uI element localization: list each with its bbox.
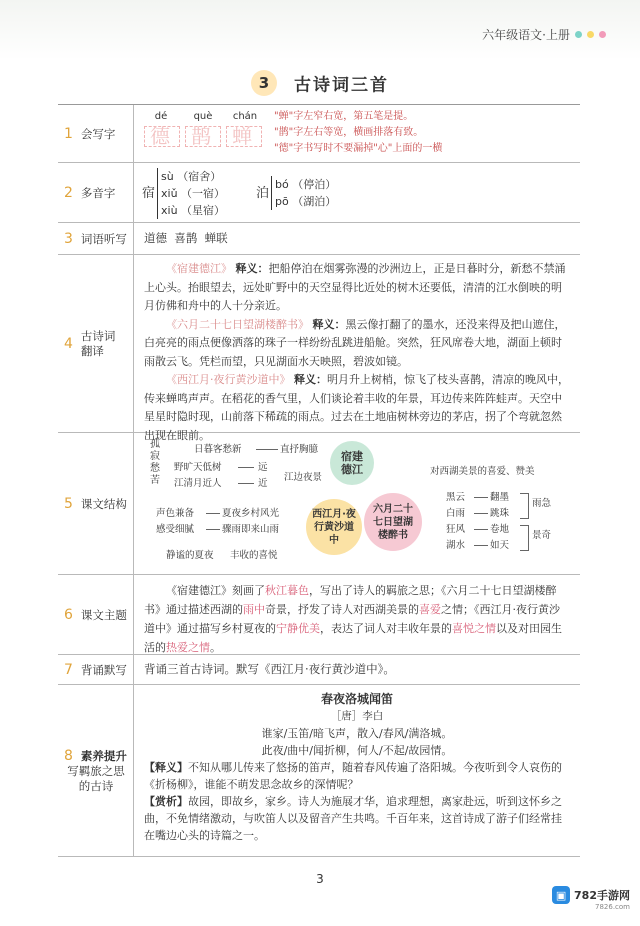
theme-char: 苦 (150, 475, 160, 486)
brand-name: 782手游网 (574, 889, 630, 902)
poem-appreciation (144, 793, 570, 844)
row-title: 词语听写 (80, 231, 127, 246)
row-num: 8 (64, 747, 73, 764)
bubble-suijiande (330, 441, 374, 485)
row-num: 1 (64, 125, 73, 142)
row-title: 课文结构 (80, 496, 127, 511)
poem-meaning (144, 759, 570, 793)
theme-highlight: 雨中 (243, 603, 265, 616)
struct-text: 声色兼备 (156, 508, 195, 519)
meaning-tag: 释义： (235, 262, 269, 275)
bubble-label: 西江月·夜行黄沙道中 (312, 508, 356, 546)
reading: xiù （星宿） (161, 204, 226, 217)
brand-logo-icon: ▣ (552, 886, 570, 904)
lesson-title (0, 70, 640, 96)
theme-highlight: 喜爱 (419, 603, 441, 616)
row-content (134, 655, 580, 684)
meaning-text: 明月升上树梢，惊飞了枝头喜鹊，清凉的晚风中，传来蝉鸣声声。在稻花的香气里，人们谈论着丰收的年景，耳边传来阵阵蛙声。天空中星星时隐时现，山前落下稀疏的雨点。过去在土地庙树林旁边的茅店，拐了个弯就忽然出现在眼前。 (144, 373, 569, 442)
struct-text: 远 (258, 462, 268, 473)
bubble-label: 宿建德江 (341, 450, 363, 476)
brand-url: 7826.com (595, 903, 630, 911)
pinyin: què (193, 111, 213, 122)
struct-text: 如天 (490, 540, 510, 551)
row-title: 多音字 (80, 185, 116, 200)
poem-title-ref: 《宿建德江》 (166, 262, 232, 275)
reading: xiǔ （一宿） (161, 187, 226, 200)
translation-paragraph (144, 316, 570, 372)
row-recite (58, 655, 580, 685)
structure-diagram (134, 433, 580, 574)
page-number: 3 (316, 872, 324, 886)
grade-label: 六年级语文·上册 (482, 28, 570, 42)
dot-teal (575, 31, 582, 38)
struct-text: 夏夜乡村风光 (222, 508, 280, 519)
study-table (58, 104, 580, 857)
row-label (58, 223, 134, 254)
row-num: 6 (64, 606, 73, 623)
struct-text: 卷地 (490, 524, 510, 535)
struct-text: 雨急 (532, 498, 552, 509)
struct-text: 翻墨 (490, 492, 510, 503)
poem-title-ref: 《六月二十七日望湖楼醉书》 (166, 317, 309, 331)
theme-highlight: 热爱之情 (166, 641, 210, 654)
row-content (134, 575, 580, 654)
struct-text: 野旷天低树 (174, 462, 222, 473)
reading: bó （停泊） (275, 178, 337, 191)
row-num: 5 (64, 495, 73, 512)
appreciation-text: 故园，即故乡，家乡。诗人为施展才华，追求理想，离家赴远，听到这怀乡之曲，不免情绪激动，与吹笛人以及留音产生共鸣。千百年来，这首诗成了游子们经常挂在嘴边心头的诗篇之一。 (144, 795, 562, 842)
row-dictation (58, 223, 580, 255)
struct-text: 对西湖美景的喜爱、赞美 (430, 466, 535, 477)
bubble-label: 六月二十七日望湖楼醉书 (373, 503, 413, 541)
struct-text: 白雨 (446, 508, 466, 519)
reading: pō （湖泊） (275, 195, 337, 208)
meaning-text: 黑云像打翻了的墨水，还没来得及把山遮住，白亮亮的雨点便像洒落的珠子一样纷纷乱跳进船舱。突然，狂风席卷大地，湖面上顿时雨散云飞。凭栏而望，只见湖面水天映照，碧波如镜。 (144, 317, 566, 368)
struct-text: 景奇 (532, 530, 552, 541)
char-box: 德 (144, 126, 180, 147)
meaning-tag: 释义： (294, 373, 327, 386)
theme-char: 寂 (150, 451, 160, 462)
struct-text: 感受细腻 (156, 524, 195, 535)
theme-highlight: 宁静优美 (276, 622, 320, 635)
theme-text: ，表达了词人对丰收年景的 (320, 622, 452, 635)
row-title: 课文主题 (80, 607, 127, 622)
row-content (134, 223, 580, 254)
struct-text: 丰收的喜悦 (230, 550, 278, 561)
poem-author: ［唐］李白 (330, 710, 384, 722)
theme-highlight: 喜悦之情 (452, 622, 496, 635)
row-writing (58, 105, 580, 163)
polyphone-char: 宿 (142, 186, 156, 201)
row-label (58, 655, 134, 684)
bubble-xijiangyue (306, 499, 362, 555)
row-title: 素养提升 (80, 748, 127, 763)
row-structure (58, 433, 580, 575)
row-num: 3 (64, 230, 73, 247)
row-label (58, 163, 134, 222)
struct-text: 狂风 (446, 524, 466, 535)
dot-yellow (587, 31, 594, 38)
theme-highlight: 秋江暮色 (265, 584, 309, 597)
header-dots (575, 31, 606, 38)
theme-text: 。 (210, 641, 221, 654)
bubble-wanghulou (364, 493, 422, 551)
row-content (134, 685, 580, 856)
theme-text: 之情；《西江月·夜行黄沙道中》通过描写乡村夏夜的 (144, 603, 560, 635)
pinyin: chán (232, 111, 258, 122)
row-translation (58, 255, 580, 442)
row-content (134, 163, 580, 222)
appreciation-tag: 【赏析】 (144, 795, 188, 808)
struct-text: 黑云 (446, 492, 466, 503)
row-title: 会写字 (80, 126, 116, 141)
meaning-text: 把船停泊在烟雾弥漫的沙洲边上，正是日暮时分，新愁不禁涌上心头。抬眼望去，远处旷野中的天空显得比近处的树木还要低，清清的江水倒映的明月仿佛和舟中的人十分亲近。 (144, 262, 566, 312)
struct-text: 湖水 (446, 540, 466, 551)
lesson-title-text: 古诗词三首 (294, 75, 390, 96)
row-title: 古诗词翻译 (80, 328, 116, 358)
row-theme (58, 575, 580, 655)
row-num: 7 (64, 661, 73, 678)
poem-line: 谁家/玉笛/暗飞声，散入/春风/满洛城。 (261, 727, 453, 740)
writing-note: "鹊"字左右等宽，横画排落有致。 (274, 127, 424, 138)
pinyin: dé (154, 111, 168, 122)
meaning-text: 不知从哪儿传来了悠扬的笛声，随着春风传遍了洛阳城。今夜听到令人哀伤的《折杨柳》，谁能不萌发思念故乡的深情呢？ (144, 761, 562, 791)
struct-text: 江边夜景 (284, 472, 323, 483)
row-title: 背诵默写 (80, 662, 127, 677)
recite-text: 背诵三首古诗词。默写《西江月·夜行黄沙道中》。 (144, 662, 395, 676)
row-extension (58, 685, 580, 857)
poem-line: 此夜/曲中/闻折柳，何人/不起/故园情。 (261, 744, 453, 757)
row-content (134, 255, 580, 442)
dictation-words: 道德 喜鹊 蝉联 (144, 231, 228, 245)
row-label (58, 433, 134, 574)
polyphone-char: 泊 (256, 185, 270, 201)
struct-text: 江清月近人 (174, 478, 222, 489)
translation-paragraph (144, 260, 570, 316)
struct-text: 近 (258, 478, 268, 489)
meaning-tag: 【释义】 (144, 761, 188, 774)
row-num: 4 (64, 335, 73, 352)
reading: sù （宿舍） (161, 170, 222, 183)
char-box: 蝉 (226, 126, 262, 147)
theme-text: 奇景，抒发了诗人对西湖美景的 (265, 603, 419, 616)
writing-note: "德"字书写时不要漏掉"心"上面的一横 (274, 143, 443, 154)
row-label (58, 255, 134, 432)
page-header (0, 0, 640, 60)
row-label (58, 575, 134, 654)
poem-title-ref: 《西江月·夜行黄沙道中》 (166, 373, 291, 386)
dot-pink (599, 31, 606, 38)
theme-char: 愁 (150, 463, 160, 474)
meaning-tag: 释义： (312, 317, 346, 331)
row-label (58, 685, 134, 856)
struct-text: 直抒胸臆 (280, 444, 319, 455)
struct-text: 日暮客愁新 (194, 444, 242, 455)
brand-watermark (552, 886, 630, 911)
struct-text: 跳珠 (490, 508, 510, 519)
lesson-number: 3 (251, 70, 277, 96)
row-subtitle: 写羁旅之思的古诗 (67, 763, 125, 793)
char-box: 鹊 (185, 126, 221, 147)
row-label (58, 105, 134, 162)
struct-text: 静谧的夏夜 (166, 550, 214, 561)
row-num: 2 (64, 184, 73, 201)
theme-text: ，写出了诗人的羁旅之思；《六月二十七日望湖楼醉书》通过描述西湖的 (144, 584, 557, 616)
struct-text: 骤雨即来山雨 (222, 524, 280, 535)
theme-char: 孤 (150, 439, 160, 450)
theme-text: 以及对田园生活的 (144, 622, 562, 654)
row-polyphone (58, 163, 580, 223)
row-content (134, 105, 580, 162)
writing-note: "蝉"字左窄右宽，第五笔是提。 (274, 111, 414, 122)
theme-text: 《宿建德江》刻画了 (166, 584, 265, 597)
poem-title: 春夜洛城闻笛 (320, 692, 393, 706)
